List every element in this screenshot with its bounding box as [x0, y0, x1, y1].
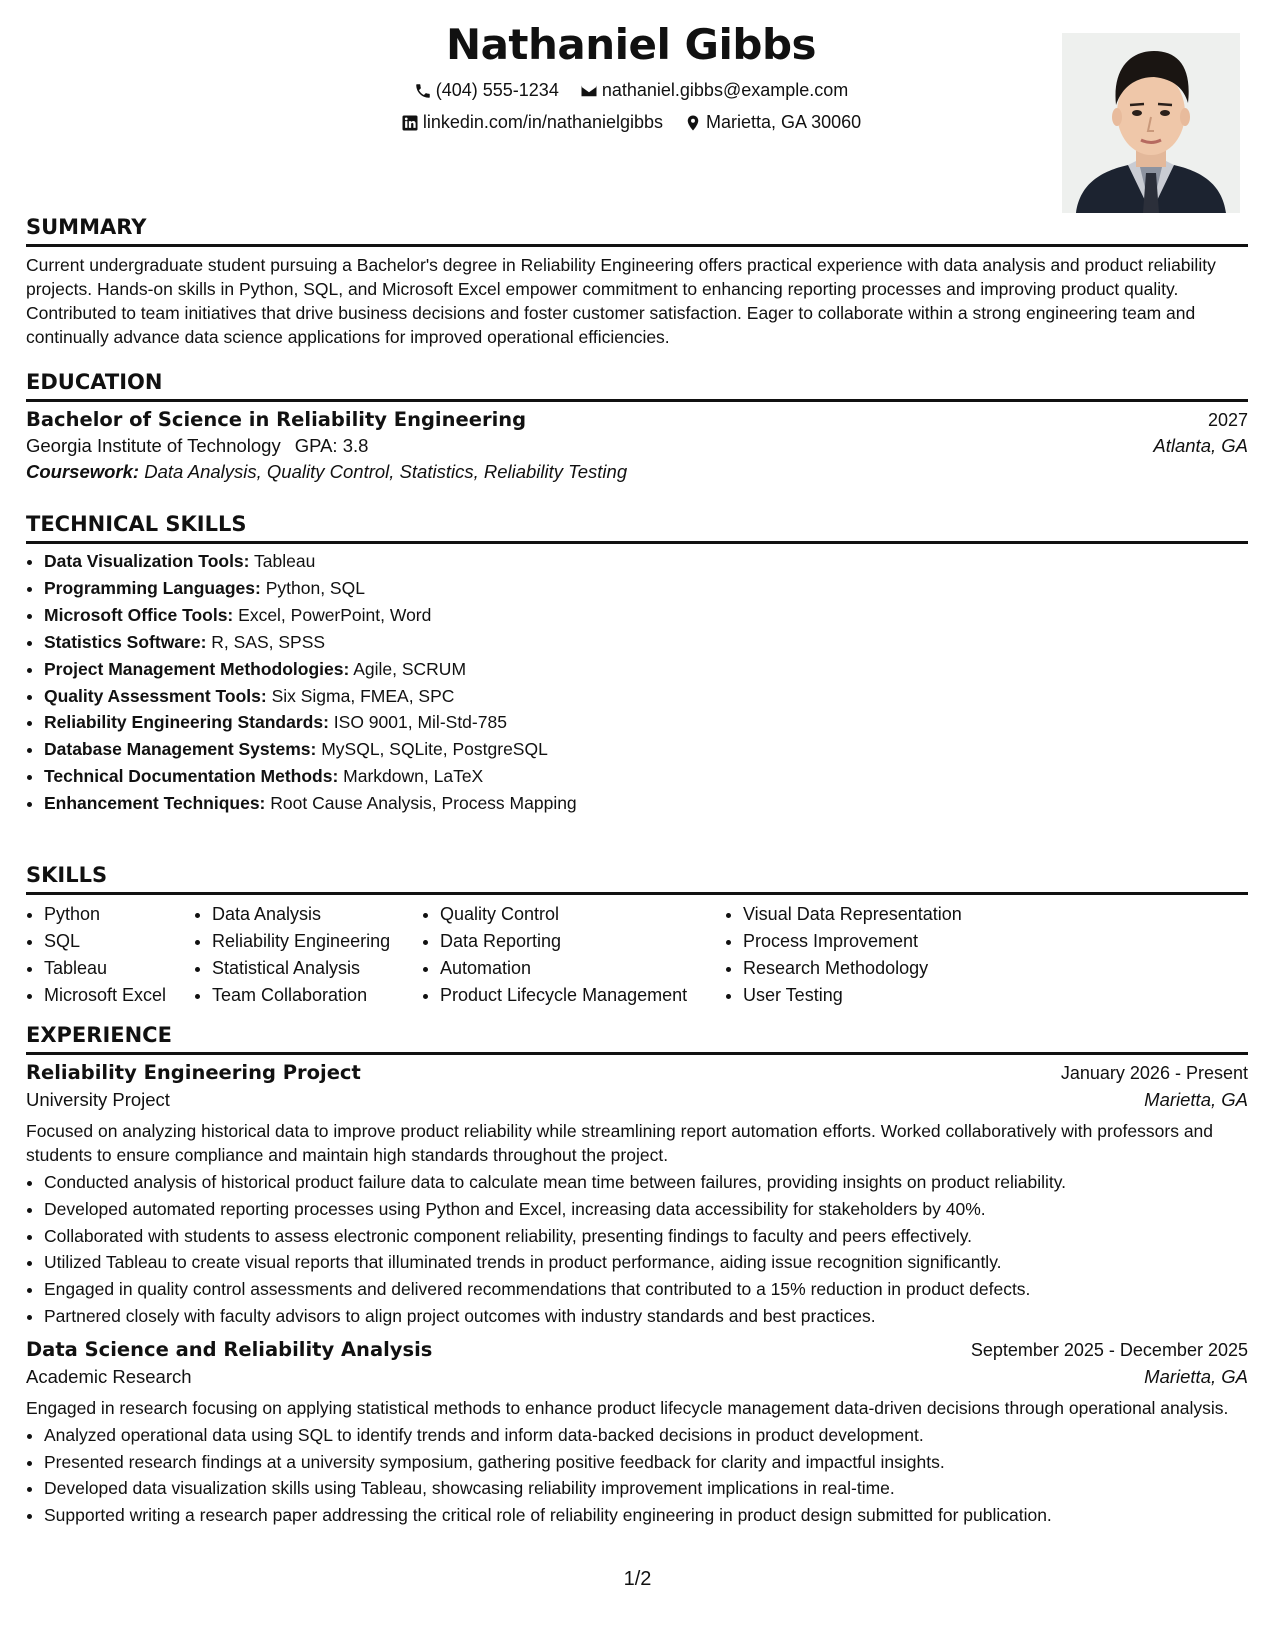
job-title: Reliability Engineering Project: [26, 1061, 361, 1084]
list-item: [44, 790, 1248, 817]
list-item: • Conducted analysis of historical product failure data to calculate mean time between failures, providing insights on product reliability.: [44, 1169, 1248, 1196]
portrait-illustration: [1062, 33, 1240, 213]
section-title: SKILLS: [26, 862, 1248, 895]
contact-location: [684, 112, 861, 133]
section-title: TECHNICAL SKILLS: [26, 511, 1248, 544]
candidate-name: Nathaniel Gibbs: [445, 20, 817, 69]
skill-category: Programming Languages:: [44, 577, 261, 598]
skill-values: Six Sigma, FMEA, SPC: [271, 685, 455, 706]
degree-name: Bachelor of Science in Reliability Engineering: [26, 408, 527, 431]
job-header-row: [26, 1061, 1248, 1084]
list-item: • Data Analysis: [212, 901, 422, 928]
map-pin-icon: [684, 114, 702, 132]
list-item: • Presented research findings at a university symposium, gathering positive feedback for clarity and impactful insights.: [44, 1449, 1248, 1476]
list-item: • Engaged in quality control assessments and delivered recommendations that contributed to a 15% reduction in product defects.: [44, 1276, 1248, 1303]
list-item: • Analyzed operational data using SQL to identify trends and inform data-backed decisions in product development.: [44, 1422, 1248, 1449]
email-address[interactable]: nathaniel.gibbs@example.com: [601, 80, 849, 100]
skill-values: Excel, PowerPoint, Word: [238, 604, 432, 625]
skill-values: ISO 9001, Mil-Std-785: [333, 712, 507, 733]
list-item: • Visual Data Representation: [743, 901, 1043, 928]
skills-column-2: [194, 901, 422, 1009]
skill-category: Enhancement Techniques:: [44, 793, 266, 814]
job-entry: [26, 1061, 1248, 1330]
skill-category: Quality Assessment Tools:: [44, 685, 267, 706]
section-title: EDUCATION: [26, 369, 1248, 402]
skill-values: MySQL, SQLite, PostgreSQL: [321, 739, 548, 760]
job-description: Focused on analyzing historical data to improve product reliability while streamlining report automation efforts. Worked collaboratively with professors and students to ensure compliance and maintain high standards throughout the project.: [26, 1121, 1214, 1165]
skill-values: Agile, SCRUM: [353, 658, 467, 679]
section-title: SUMMARY: [26, 214, 1248, 247]
job-entry: [26, 1338, 1248, 1529]
list-item: • Microsoft Excel: [44, 982, 194, 1009]
school-name: Georgia Institute of Technology: [26, 435, 281, 456]
job-header-row: [26, 1338, 1248, 1361]
school-location: Atlanta, GA: [1153, 435, 1248, 456]
list-item: • Quality Control: [440, 901, 725, 928]
contact-linkedin[interactable]: [401, 112, 663, 133]
skills-column-1: [26, 901, 194, 1009]
experience-section: [26, 1022, 1248, 1529]
skill-category: Statistics Software:: [44, 631, 207, 652]
skill-values: Python, SQL: [265, 577, 365, 598]
skills-section: [26, 862, 1248, 1009]
job-location: Marietta, GA: [1144, 1365, 1248, 1387]
page-number: 1/2: [623, 1568, 652, 1590]
list-item: • Product Lifecycle Management: [440, 982, 725, 1009]
list-item: [44, 656, 1248, 683]
phone-icon: [414, 82, 432, 100]
envelope-icon: [580, 82, 598, 100]
technical-skills-list: [26, 548, 1248, 817]
list-item: • Statistical Analysis: [212, 955, 422, 982]
list-item: [44, 575, 1248, 602]
list-item: • Automation: [440, 955, 725, 982]
gpa: GPA: 3.8: [294, 435, 369, 456]
location-text: Marietta, GA 30060: [706, 112, 862, 132]
list-item: • Team Collaboration: [212, 982, 422, 1009]
coursework-line: [26, 461, 1248, 483]
job-org-row: [26, 1089, 1248, 1111]
list-item: [44, 683, 1248, 710]
list-item: • Supported writing a research paper addressing the critical role of reliability engineering in product design submitted for publication.: [44, 1502, 1248, 1529]
skill-category: Database Management Systems:: [44, 739, 317, 760]
linkedin-icon: [401, 114, 419, 132]
skill-category: Data Visualization Tools:: [44, 551, 250, 571]
skills-column-3: [422, 901, 725, 1009]
job-bullets: [26, 1422, 1248, 1529]
technical-skills-section: [26, 511, 1248, 817]
list-item: • Developed automated reporting processes using Python and Excel, increasing data accessibility for stakeholders by 40%.: [44, 1196, 1248, 1223]
list-item: [44, 763, 1248, 790]
list-item: • Collaborated with students to assess electronic component reliability, presenting findings to faculty and peers effectively.: [44, 1223, 1248, 1250]
list-item: [44, 602, 1248, 629]
job-location: Marietta, GA: [1144, 1089, 1248, 1110]
profile-photo: [1062, 33, 1240, 213]
list-item: • Utilized Tableau to create visual reports that illuminated trends in product performance, aiding issue recognition significantly.: [44, 1249, 1248, 1276]
contact-email[interactable]: [580, 80, 848, 101]
summary-text: Current undergraduate student pursuing a Bachelor's degree in Reliability Engineering offers practical experience with data analysis and product reliability projects. Hands-on skills in Python, SQL, and Microsoft Excel empower commitment to enhancing reporting processes and improving product quality. Contributed to team initiatives that drive business decisions and foster customer satisfaction. Eager to collaborate within a strong engineering team and continually advance data science applications for improved operational efficiencies.: [26, 255, 1216, 347]
contact-phone: [414, 80, 559, 101]
list-item: • Process Improvement: [743, 928, 1043, 955]
job-organization: University Project: [26, 1089, 170, 1110]
list-item: [44, 548, 1248, 575]
job-dates: September 2025 - December 2025: [970, 1339, 1248, 1360]
skill-category: Project Management Methodologies:: [44, 658, 350, 679]
list-item: • Developed data visualization skills using Tableau, showcasing reliability improvement implications in real-time.: [44, 1475, 1248, 1502]
education-school-row: [26, 435, 1248, 457]
coursework-label: Coursework:: [26, 461, 140, 482]
skill-category: Microsoft Office Tools:: [44, 604, 234, 625]
skill-values: Root Cause Analysis, Process Mapping: [270, 793, 577, 814]
job-dates: January 2026 - Present: [1060, 1063, 1248, 1083]
coursework-list: Data Analysis, Quality Control, Statistics, Reliability Testing: [144, 461, 628, 482]
list-item: • Research Methodology: [743, 955, 1043, 982]
skill-values: Markdown, LaTeX: [343, 766, 484, 787]
list-item: [44, 709, 1248, 736]
job-org-row: [26, 1366, 1248, 1388]
education-header-row: [26, 408, 1248, 431]
job-description: Engaged in research focusing on applying statistical methods to enhance product lifecycle management data-driven decisions through operational analysis.: [26, 1397, 1229, 1418]
list-item: [44, 629, 1248, 656]
list-item: • Partnered closely with faculty advisors to align project outcomes with industry standards and best practices.: [44, 1303, 1248, 1330]
list-item: [44, 736, 1248, 763]
list-item: • Python: [44, 901, 194, 928]
job-title: Data Science and Reliability Analysis: [26, 1337, 433, 1361]
summary-section: [26, 214, 1248, 349]
job-bullets: [26, 1169, 1248, 1330]
phone-number: (404) 555-1234: [435, 80, 559, 100]
skill-values: Tableau: [254, 551, 316, 571]
list-item: • Tableau: [44, 955, 194, 982]
skill-category: Technical Documentation Methods:: [44, 766, 339, 787]
list-item: • Reliability Engineering: [212, 928, 422, 955]
school-line: [26, 435, 368, 457]
skills-column-4: [725, 901, 1043, 1009]
list-item: • SQL: [44, 928, 194, 955]
education-section: [26, 369, 1248, 483]
skill-category: Reliability Engineering Standards:: [44, 712, 329, 733]
skills-grid: [26, 901, 1248, 1009]
list-item: • Data Reporting: [440, 928, 725, 955]
section-title: EXPERIENCE: [26, 1022, 1248, 1055]
skill-values: R, SAS, SPSS: [211, 631, 326, 652]
list-item: • User Testing: [743, 982, 1043, 1009]
job-organization: Academic Research: [26, 1365, 192, 1387]
graduation-year: 2027: [1207, 410, 1248, 430]
linkedin-url[interactable]: linkedin.com/in/nathanielgibbs: [422, 112, 664, 132]
